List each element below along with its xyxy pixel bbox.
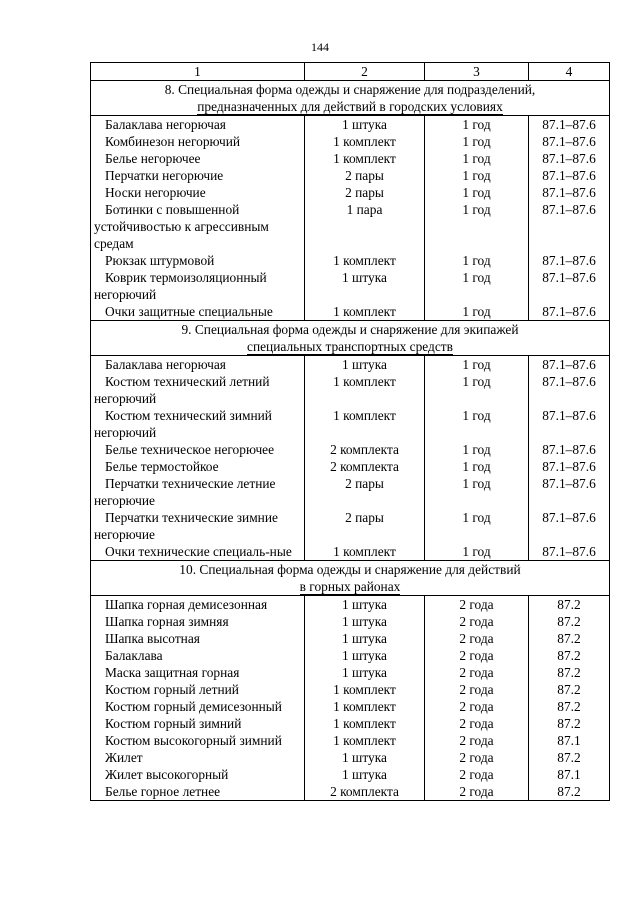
table-row: [91, 698, 610, 715]
table-row: [91, 766, 610, 783]
item-quantity: 1 комплект: [305, 133, 425, 150]
column-header-row: [91, 63, 610, 81]
item-term: 2 года: [425, 698, 529, 715]
table-row: [91, 732, 610, 749]
section-title: [91, 81, 610, 116]
item-term: 1 год: [425, 133, 529, 150]
item-name: Белье негорючее: [91, 150, 305, 167]
item-quantity: 1 штука: [305, 766, 425, 783]
item-name: Шапка высотная: [91, 630, 305, 647]
item-name: Ботинки с повышенной устойчивостью к агрессивным средам: [91, 201, 305, 252]
item-name: Рюкзак штурмовой: [91, 252, 305, 269]
item-norm: 87.2: [529, 783, 610, 801]
item-name: Костюм высокогорный зимний: [91, 732, 305, 749]
table-row: [91, 715, 610, 732]
item-quantity: 1 штука: [305, 630, 425, 647]
table-row: [91, 116, 610, 134]
item-name: Перчатки технические летние негорючие: [91, 475, 305, 509]
page-number: 144: [311, 40, 329, 54]
item-name: Балаклава: [91, 647, 305, 664]
item-name: Костюм технический летний негорючий: [91, 373, 305, 407]
item-norm: 87.2: [529, 681, 610, 698]
item-name: Перчатки негорючие: [91, 167, 305, 184]
item-term: 1 год: [425, 441, 529, 458]
item-norm: 87.2: [529, 664, 610, 681]
item-term: 1 год: [425, 407, 529, 441]
item-norm: 87.1–87.6: [529, 441, 610, 458]
section-title-line: 10. Специальная форма одежды и снаряжение для действий: [179, 562, 521, 577]
item-name: Жилет: [91, 749, 305, 766]
item-norm: 87.1: [529, 766, 610, 783]
table-row: [91, 543, 610, 561]
item-norm: 87.1–87.6: [529, 407, 610, 441]
table-row: [91, 133, 610, 150]
table-row: [91, 681, 610, 698]
section-title-line: в горных районах: [299, 579, 401, 594]
column-header: 4: [529, 63, 610, 81]
item-name: Шапка горная демисезонная: [91, 596, 305, 614]
item-term: 2 года: [425, 664, 529, 681]
item-name: Очки защитные специальные: [91, 303, 305, 321]
item-term: 2 года: [425, 766, 529, 783]
item-name: Костюм горный зимний: [91, 715, 305, 732]
table-row: [91, 373, 610, 407]
item-quantity: 1 комплект: [305, 543, 425, 561]
table-row: [91, 475, 610, 509]
item-name: Очки технические специаль-ные: [91, 543, 305, 561]
item-norm: 87.1–87.6: [529, 184, 610, 201]
item-quantity: 1 штука: [305, 356, 425, 374]
item-norm: 87.2: [529, 647, 610, 664]
table-row: [91, 749, 610, 766]
item-quantity: 1 штука: [305, 613, 425, 630]
item-name: Комбинезон негорючий: [91, 133, 305, 150]
table-row: [91, 407, 610, 441]
item-term: 1 год: [425, 509, 529, 543]
item-term: 1 год: [425, 252, 529, 269]
item-name: Костюм горный демисезонный: [91, 698, 305, 715]
item-norm: 87.1–87.6: [529, 509, 610, 543]
section-header-row: [91, 561, 610, 596]
item-name: Костюм горный летний: [91, 681, 305, 698]
item-term: 2 года: [425, 681, 529, 698]
item-name: Перчатки технические зимние негорючие: [91, 509, 305, 543]
table-row: [91, 184, 610, 201]
item-quantity: 1 комплект: [305, 373, 425, 407]
table-row: [91, 783, 610, 801]
item-quantity: 1 комплект: [305, 681, 425, 698]
item-term: 2 года: [425, 749, 529, 766]
item-term: 2 года: [425, 613, 529, 630]
item-norm: 87.1–87.6: [529, 252, 610, 269]
item-name: Жилет высокогорный: [91, 766, 305, 783]
table-body: [91, 81, 610, 801]
section-title-line: 8. Специальная форма одежды и снаряжение для подразделений,: [164, 82, 536, 97]
item-norm: 87.1–87.6: [529, 543, 610, 561]
table-row: [91, 303, 610, 321]
item-norm: 87.1: [529, 732, 610, 749]
table-row: [91, 647, 610, 664]
item-term: 1 год: [425, 184, 529, 201]
item-term: 1 год: [425, 150, 529, 167]
item-quantity: 2 пары: [305, 167, 425, 184]
item-norm: 87.1–87.6: [529, 201, 610, 252]
item-norm: 87.1–87.6: [529, 356, 610, 374]
item-quantity: 1 штука: [305, 749, 425, 766]
item-quantity: 1 комплект: [305, 150, 425, 167]
table-row: [91, 269, 610, 303]
item-term: 1 год: [425, 269, 529, 303]
section-header-row: [91, 321, 610, 356]
item-norm: 87.1–87.6: [529, 373, 610, 407]
table-row: [91, 664, 610, 681]
item-norm: 87.1–87.6: [529, 133, 610, 150]
table-row: [91, 201, 610, 252]
item-term: 1 год: [425, 303, 529, 321]
item-quantity: 1 комплект: [305, 698, 425, 715]
item-term: 1 год: [425, 543, 529, 561]
item-quantity: 2 пары: [305, 475, 425, 509]
item-quantity: 1 штука: [305, 116, 425, 134]
item-norm: 87.1–87.6: [529, 150, 610, 167]
item-norm: 87.2: [529, 715, 610, 732]
item-quantity: 1 комплект: [305, 252, 425, 269]
item-quantity: 2 комплекта: [305, 458, 425, 475]
section-title-line: предназначенных для действий в городских условиях: [197, 99, 503, 114]
item-term: 1 год: [425, 167, 529, 184]
item-quantity: 1 штука: [305, 664, 425, 681]
table-row: [91, 458, 610, 475]
item-quantity: 2 комплекта: [305, 441, 425, 458]
section-title: [91, 561, 610, 596]
item-norm: 87.2: [529, 698, 610, 715]
item-term: 2 года: [425, 647, 529, 664]
item-quantity: 1 комплект: [305, 715, 425, 732]
section-header-row: [91, 81, 610, 116]
item-quantity: 1 штука: [305, 596, 425, 614]
item-name: Носки негорючие: [91, 184, 305, 201]
item-name: Шапка горная зимняя: [91, 613, 305, 630]
item-name: Маска защитная горная: [91, 664, 305, 681]
column-header: 2: [305, 63, 425, 81]
item-term: 2 года: [425, 596, 529, 614]
item-term: 2 года: [425, 715, 529, 732]
item-name: Коврик термоизоляционный негорючий: [91, 269, 305, 303]
item-term: 2 года: [425, 783, 529, 801]
item-quantity: 1 штука: [305, 269, 425, 303]
item-norm: 87.2: [529, 630, 610, 647]
table-row: [91, 596, 610, 614]
item-norm: 87.1–87.6: [529, 167, 610, 184]
item-name: Костюм технический зимний негорючий: [91, 407, 305, 441]
equipment-table: [90, 62, 610, 801]
column-header: 1: [91, 63, 305, 81]
table-row: [91, 150, 610, 167]
item-term: 1 год: [425, 116, 529, 134]
item-name: Балаклава негорючая: [91, 356, 305, 374]
item-norm: 87.2: [529, 749, 610, 766]
table-row: [91, 630, 610, 647]
item-norm: 87.2: [529, 596, 610, 614]
section-title-line: специальных транспортных средств: [247, 339, 453, 354]
item-quantity: 1 штука: [305, 647, 425, 664]
item-norm: 87.1–87.6: [529, 458, 610, 475]
table-row: [91, 356, 610, 374]
item-name: Балаклава негорючая: [91, 116, 305, 134]
table-row: [91, 613, 610, 630]
table-row: [91, 167, 610, 184]
item-term: 1 год: [425, 373, 529, 407]
item-name: Белье техническое негорючее: [91, 441, 305, 458]
item-quantity: 1 комплект: [305, 732, 425, 749]
table-row: [91, 252, 610, 269]
section-title: [91, 321, 610, 356]
item-norm: 87.2: [529, 613, 610, 630]
item-quantity: 2 пары: [305, 184, 425, 201]
item-norm: 87.1–87.6: [529, 269, 610, 303]
table-row: [91, 509, 610, 543]
item-name: Белье горное летнее: [91, 783, 305, 801]
item-term: 1 год: [425, 458, 529, 475]
item-name: Белье термостойкое: [91, 458, 305, 475]
column-header: 3: [425, 63, 529, 81]
item-term: 2 года: [425, 732, 529, 749]
item-term: 1 год: [425, 475, 529, 509]
table-row: [91, 441, 610, 458]
item-quantity: 1 комплект: [305, 407, 425, 441]
item-term: 1 год: [425, 356, 529, 374]
item-norm: 87.1–87.6: [529, 303, 610, 321]
item-quantity: 2 комплекта: [305, 783, 425, 801]
item-quantity: 1 комплект: [305, 303, 425, 321]
item-norm: 87.1–87.6: [529, 475, 610, 509]
item-term: 1 год: [425, 201, 529, 252]
section-title-line: 9. Специальная форма одежды и снаряжение для экипажей: [181, 322, 519, 337]
item-term: 2 года: [425, 630, 529, 647]
item-quantity: 1 пара: [305, 201, 425, 252]
item-quantity: 2 пары: [305, 509, 425, 543]
item-norm: 87.1–87.6: [529, 116, 610, 134]
